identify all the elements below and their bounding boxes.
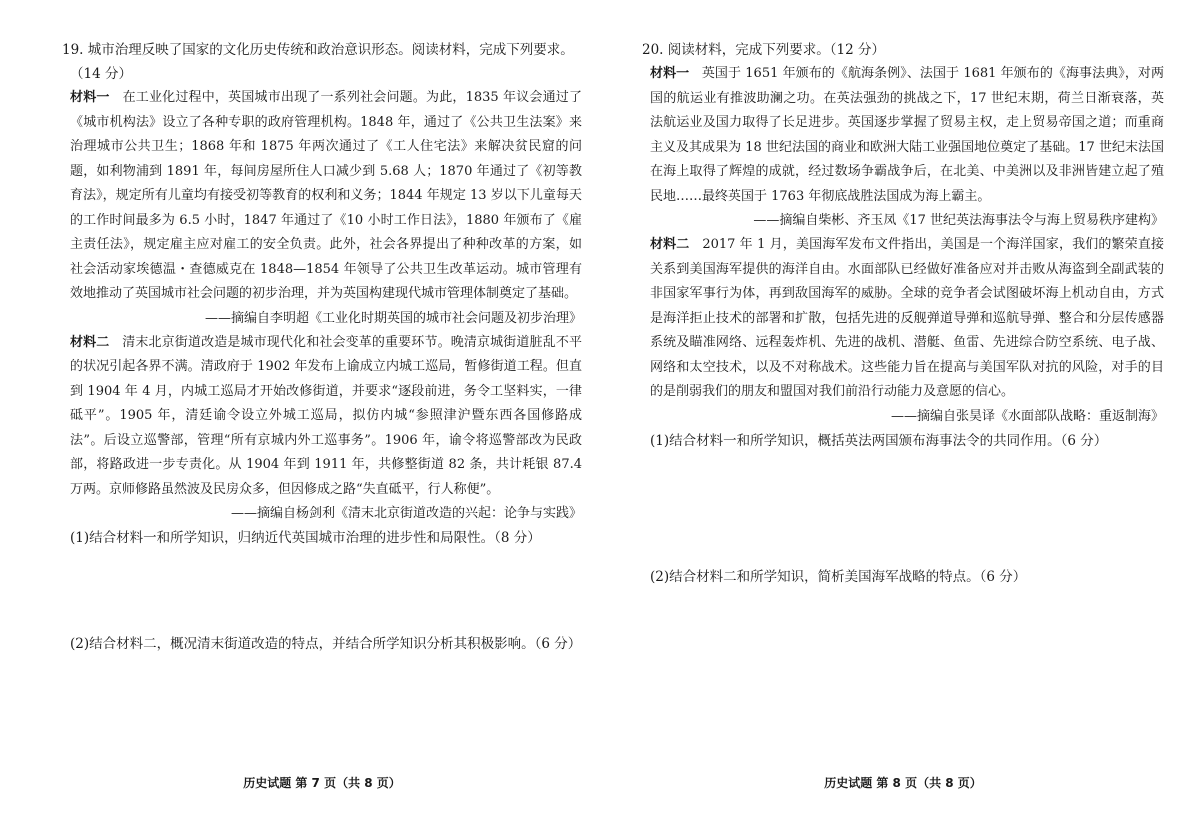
question-19-sub-2: (2)结合材料二，概况清末街道改造的特点，并结合所学知识分析其积极影响。（6 分） [70, 636, 582, 652]
question-19-sub-1: (1)结合材料一和所学知识，归纳近代英国城市治理的进步性和局限性。（8 分） [70, 530, 541, 546]
material-2-source: ——摘编自杨剑利《清末北京街道改造的兴起：论争与实践》 [230, 506, 582, 521]
material-2-label: 材料二 [650, 237, 690, 252]
material-2-paragraph [642, 233, 1164, 405]
material-1-text: 在工业化过程中，英国城市出现了一系列社会问题。为此，1835 年议会通过了《城市机构法》设立了各种专职的政府管理机构。1848 年，通过了《公共卫生法案》来治理城市公共卫生；1868 年和 1875 年两次通过了《工人住宅法》来解决贫民窟的问题，如利物浦到 1891 年，每间房屋所住人口减少到 5.68 人；1870 年通过了《初等教育法》，规定所有儿童均有接受初等教育的权利和义务；1844 年规定 13 岁以下儿童每天的工作时间最多为 6.5 小时，1847 年通过了《10 小时工作日法》，1880 年颁布了《雇主责任法》，规定雇主应对雇工的安全负责。此外，社会各界提出了种种改革的方案，如社会活动家埃德温・查德威克在 1848—1854 年领导了公共卫生改革运动。城市管理有效地推动了英国城市社会问题的初步治理，并为英国构建现代城市管理体制奠定了基础。 [70, 90, 582, 301]
page-8 [642, 0, 1164, 833]
material-2-text: 2017 年 1 月，美国海军发布文件指出，美国是一个海洋国家，我们的繁荣直接关系到美国海军提供的海洋自由。水面部队已经做好准备应对并击败从海盗到全副武装的非国家军事行为体，再到敌国海军的威胁。全球的竞争者会试图破坏海上机动自由，方式是海洋拒止技术的部署和扩散，包括先进的反舰弹道导弹和巡航导弹、整合和分层传感器系统及瞄准网络、远程轰炸机、先进的战机、潜艇、鱼雷、先进综合防空系统、电子战、网络和太空技术，以及不对称战术。这些能力旨在提高与美国军队对抗的风险，对手的目的是削弱我们的朋友和盟国对我们前沿行动能力及意愿的信心。 [650, 237, 1164, 399]
material-2-label: 材料二 [70, 334, 110, 350]
material-1-paragraph [642, 62, 1164, 209]
material-1-label: 材料一 [70, 90, 110, 105]
question-20-header [642, 38, 1164, 62]
page-8-footer: 历史试题 第 8 页（共 8 页） [824, 776, 982, 790]
question-19-stem: 19. 城市治理反映了国家的文化历史传统和政治意识形态。阅读材料，完成下列要求。 [62, 42, 574, 58]
material-1-label: 材料一 [650, 66, 690, 81]
material-1-source: ——摘编自柴彬、齐玉凤《17 世纪英法海事法令与海上贸易秩序建构》 [753, 213, 1164, 228]
question-20-sub-1: (1)结合材料一和所学知识，概括英法两国颁布海事法令的共同作用。（6 分） [650, 432, 1108, 449]
material-1-text: 英国于 1651 年颁布的《航海条例》、法国于 1681 年颁布的《海事法典》，对两国的航运业有推波助澜之功。在英法强劲的挑战之下，17 世纪末期，荷兰日渐衰落，英法航运业及国力取得了长足进步。英国逐步掌握了贸易主权，走上贸易帝国之道；而重商主义及其成果为 18 世纪法国的商业和欧洲大陆工业强国地位奠定了基础。17 世纪末法国在海上取得了辉煌的成就，经过数场争霸战争后，在北美、中美洲以及非洲皆建立起了殖民地……最终英国于 1763 年彻底战胜法国成为海上霸主。 [650, 66, 1164, 204]
page-7 [62, 0, 582, 833]
question-20-sub-2: (2)结合材料二和所学知识，简析美国海军战略的特点。（6 分） [650, 569, 1027, 585]
material-2-text: 清末北京街道改造是城市现代化和社会变革的重要环节。晚清京城街道脏乱不平的状况引起各界不满。清政府于 1902 年发布上谕成立内城工巡局，暂修街道工程。但直到 1904 年 4 月，内城工巡局才开始改修街道，并要求“逐段前进，务令工坚料实，一律砥平”。1905 年，清廷谕令设立外城工巡局，拟仿内城“参照津沪暨东西各国修路成法”。后设立巡警部，管理“所有京城内外工巡事务”。1906 年，谕令将巡警部改为民政部，将路政进一步专责化。从 1904 年到 1911 年，共修整街道 82 条，共计耗银 87.4 万两。京师修路虽然波及民房众多，但因修成之路“失直砥平，行人称便”。 [70, 334, 582, 497]
material-2-paragraph [62, 331, 582, 503]
material-1-source: ——摘编自李明超《工业化时期英国的城市社会问题及初步治理》 [204, 310, 582, 326]
question-19-points: （14 分） [70, 66, 132, 82]
page-7-footer: 历史试题 第 7 页（共 8 页） [243, 776, 401, 790]
material-2-source: ——摘编自张昊译《水面部队战略：重返制海》 [890, 408, 1164, 424]
question-19-header [62, 38, 582, 86]
question-20-stem: 20. 阅读材料，完成下列要求。（12 分） [642, 42, 885, 58]
material-1-paragraph [62, 86, 582, 307]
